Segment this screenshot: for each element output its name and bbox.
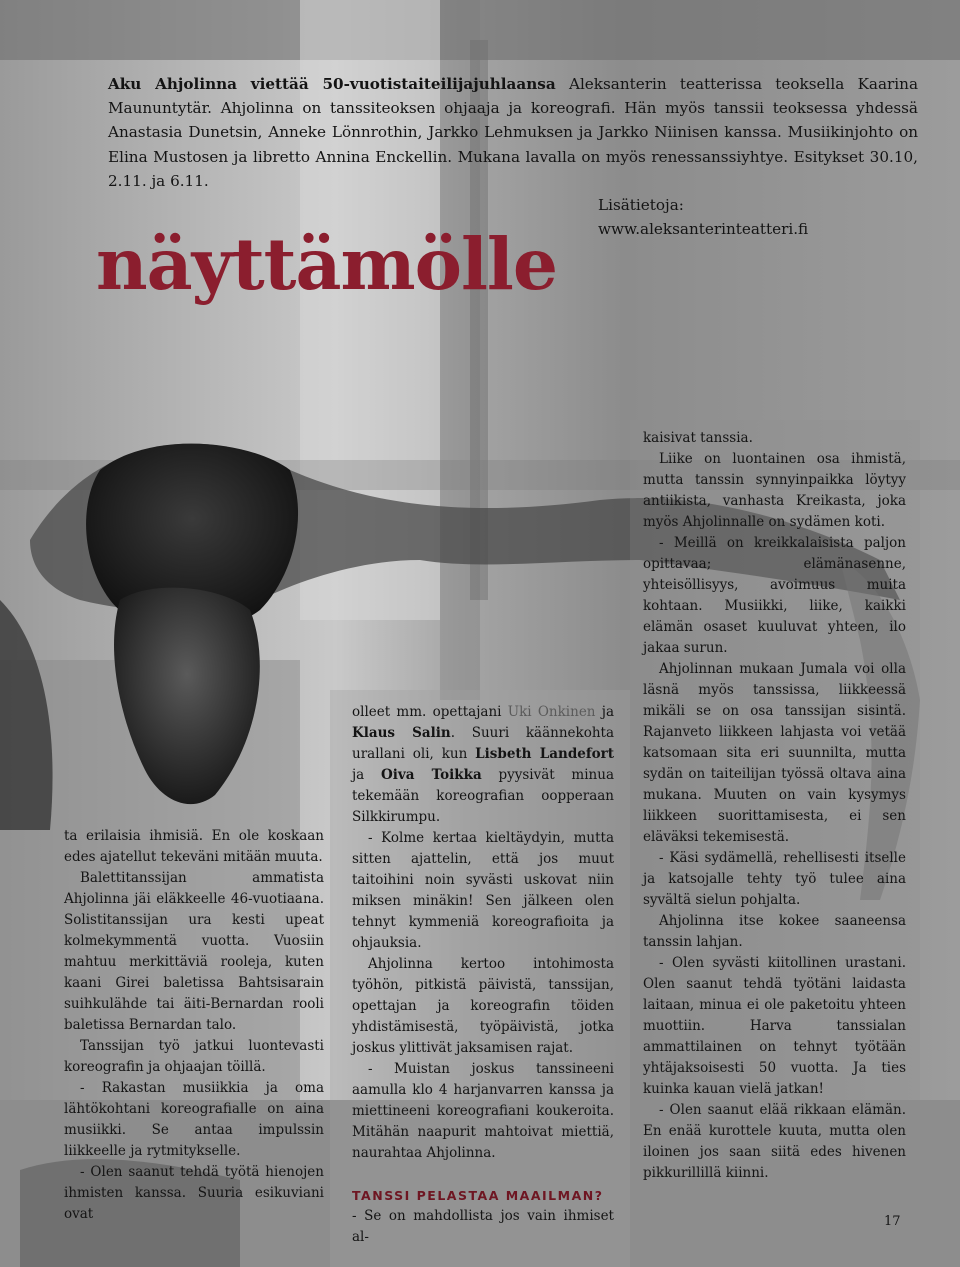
person-name: Uki Onkinen bbox=[507, 704, 596, 720]
text-run: olleet mm. opettajani bbox=[352, 704, 508, 720]
paragraph: Ahjolinna kertoo intohimosta työhön, pitkistä päivistä, tanssijan, opettajan ja koreografin töiden yhdistämisestä, työpäivistä, jotka joskus ylittivät jaksamisen rajat. bbox=[352, 956, 614, 1056]
paragraph: kaisivat tanssia. bbox=[643, 430, 753, 446]
paragraph: - Olen saanut elää rikkaan elämän. En enää kurottele kuuta, mutta olen iloinen jos saan siitä edes hivenen pikkurillillä kiinni. bbox=[643, 1102, 906, 1181]
paragraph: - Olen syvästi kiitollinen urastani. Olen saanut tehdä työtäni laidasta laitaan, minua ei ole paketoitu yhteen muottiin. Harva tanssialan ammattilainen on tehnyt työtään yhtäjaksoisesti 50 vuotta. Ja ties kuinka kauan vielä jatkan! bbox=[643, 955, 906, 1097]
paragraph: - Meillä on kreikkalaisista paljon opittavaa; elämänasenne, yhteisöllisyys, avoimuus muita kohtaan. Musiikki, liike, kaikki elämän osaset kuuluvat yhteen, ilo jakaa surun. bbox=[643, 535, 906, 656]
paragraph: - Kolme kertaa kieltäydyin, mutta sitten ajattelin, että jos muut taitoihini noin syvästi uskovat niin miksen minäkin! Sen jälkeen olen tehnyt kymmeniä koreografioita ja ohjauksia. bbox=[352, 830, 614, 951]
section-subheading: TANSSI PELASTAA MAAILMAN? bbox=[352, 1188, 604, 1203]
intro-body: Aleksanterin teatterissa teoksella Kaarina Maununtytär. Ahjolinna on tanssiteoksen ohjaaja ja koreografi. Hän myös tanssii teoksessa yhdessä Anastasia Dunetsin, Anneke Lönnrothin, Jarkko Lehmuksen ja Jarkko Niinisen kanssa. Musiikinjohto on Elina Mustosen ja libretto Annina Enckellin. Mukana lavalla on myös renessanssiyhtye. Esitykset 30.10, 2.11. ja 6.11. bbox=[108, 75, 918, 190]
intro-lead: Aku Ahjolinna viettää 50-vuotistaiteilijajuhlaansa bbox=[108, 75, 556, 93]
text-run: ja bbox=[595, 704, 615, 720]
text-run: pyysivät minua tekemään koreografian oopperaan Silkkirumpu. bbox=[352, 767, 614, 825]
paragraph: - Olen saanut tehdä työtä hienojen ihmisten kanssa. Suuria esikuviani ovat bbox=[64, 1164, 324, 1222]
person-name: Klaus Salin bbox=[352, 725, 451, 741]
paragraph: Balettitanssijan ammatista Ahjolinna jäi eläkkeelle 46-vuotiaana. Solistitanssijan ura kesti upeat kolmekymmentä vuotta. Vuosiin mahtuu merkittäviä rooleja, kuten kaani Girei baletissa Bahtsisarain suihkulähde tai äiti-Bernardan rooli baletissa Bernardan talo. bbox=[64, 870, 324, 1033]
article-column-2 bbox=[352, 702, 614, 1248]
paragraph: Ahjolinna itse kokee saaneensa tanssin lahjan. bbox=[643, 913, 906, 950]
article-column-3 bbox=[643, 428, 906, 1184]
paragraph: - Muistan joskus tanssineeni aamulla klo 4 harjanvarren kanssa ja miettineeni koreografiani koukeroita. Mitähän naapurit mahtoivat miettiä, naurahtaa Ahjolinna. bbox=[352, 1061, 614, 1161]
article-column-1 bbox=[64, 826, 324, 1225]
info-link[interactable]: Lisätietoja: www.aleksanterinteatteri.fi bbox=[598, 196, 809, 238]
paragraph: - Se on mahdollista jos vain ihmiset al- bbox=[352, 1208, 614, 1245]
intro-paragraph bbox=[108, 72, 918, 193]
person-name: Lisbeth Landefort bbox=[475, 746, 615, 762]
paragraph: Tanssijan työ jatkui luontevasti koreografin ja ohjaajan töillä. bbox=[64, 1038, 324, 1075]
paragraph: Liike on luontainen osa ihmistä, mutta tanssin synnyinpaikka löytyy antiikista, vanhasta Kreikasta, joka myös Ahjolinnalle on sydämen koti. bbox=[643, 451, 906, 530]
paragraph: - Rakastan musiikkia ja oma lähtökohtani koreografialle on aina musiikki. Se antaa impulssin liikkeelle ja rytmitykselle. bbox=[64, 1080, 324, 1159]
paragraph: Ahjolinnan mukaan Jumala voi olla läsnä myös tanssissa, liikkeessä mikäli se on osa tanssijan sisintä. Rajanveto liikkeen lahjasta voi vetää katsomaan sita eri suunnilta, mutta sydän on taiteilijan työssä oltava aina mukana. Muuten on vain kysymys liikkeen suorittamisesta, ei sen eläväksi tekemisestä. bbox=[643, 661, 906, 845]
page-number: 17 bbox=[884, 1214, 901, 1229]
text-run: ja bbox=[352, 767, 381, 783]
paragraph bbox=[352, 702, 614, 828]
paragraph: ta erilaisia ihmisiä. En ole koskaan edes ajatellut tekeväni mitään muuta. bbox=[64, 828, 324, 865]
headline: näyttämölle bbox=[96, 222, 558, 306]
paragraph: - Käsi sydämellä, rehellisesti itselle ja katsojalle tehty työ tulee aina syvältä sielun pohjalta. bbox=[643, 850, 906, 908]
person-name: Oiva Toikka bbox=[380, 767, 482, 783]
text-run: . Suuri käännekohta urallani oli, kun bbox=[352, 725, 615, 762]
